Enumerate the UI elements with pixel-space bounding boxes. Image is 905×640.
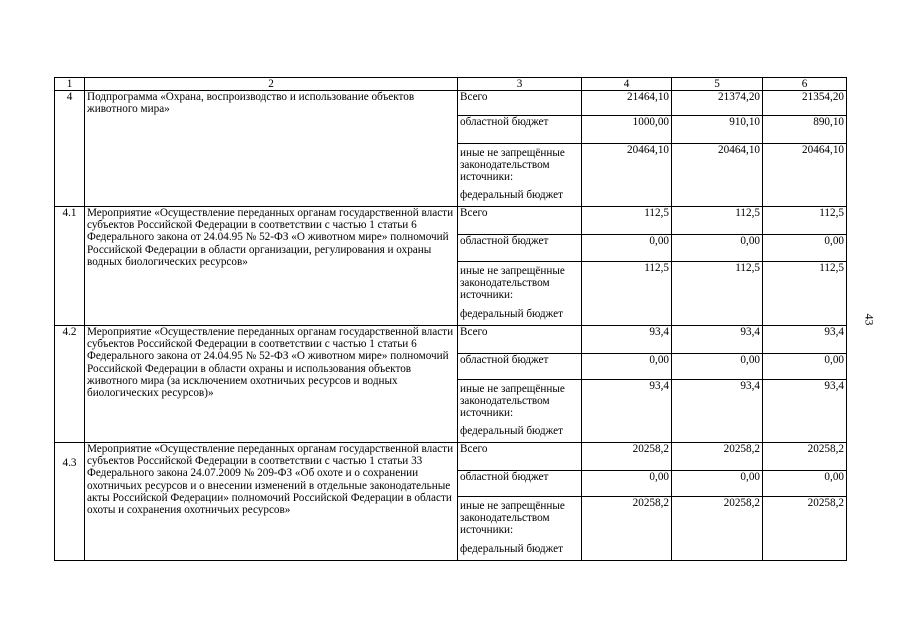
value-cell: 112,5 (763, 262, 847, 326)
value-cell: 20464,10 (582, 144, 672, 207)
column-header: 3 (458, 78, 582, 91)
budget-table (54, 77, 847, 561)
source-label: иные не запрещённые законодательством источники: (458, 262, 582, 308)
source-label: федеральный бюджет (458, 543, 582, 561)
value-cell: 20258,2 (582, 497, 672, 561)
row-description: Подпрограмма «Охрана, воспроизводство и использование объектов животного мира» (85, 91, 458, 207)
value-cell: 93,4 (672, 380, 763, 443)
source-label: областной бюджет (458, 116, 582, 144)
row-number: 4.3 (55, 443, 85, 561)
value-cell: 20258,2 (672, 497, 763, 561)
value-cell: 0,00 (763, 354, 847, 380)
value-cell: 0,00 (582, 471, 672, 497)
value-cell: 112,5 (672, 207, 763, 235)
value-cell: 112,5 (672, 262, 763, 326)
source-label: федеральный бюджет (458, 189, 582, 207)
value-cell: 20258,2 (582, 443, 672, 471)
value-cell: 20464,10 (763, 144, 847, 207)
value-cell: 910,10 (672, 116, 763, 144)
table-row (55, 443, 847, 471)
value-cell: 93,4 (763, 380, 847, 443)
value-cell: 20464,10 (672, 144, 763, 207)
value-cell: 0,00 (763, 235, 847, 262)
source-label: областной бюджет (458, 235, 582, 262)
value-cell: 93,4 (582, 380, 672, 443)
source-label: Всего (458, 443, 582, 471)
value-cell: 112,5 (763, 207, 847, 235)
source-label: областной бюджет (458, 471, 582, 497)
value-cell: 0,00 (582, 354, 672, 380)
value-cell: 0,00 (763, 471, 847, 497)
source-label: Всего (458, 326, 582, 354)
page-number: 43 (862, 313, 877, 326)
row-description: Мероприятие «Осуществление переданных органам государственной власти субъектов Российской Федерации в соответствии с частью 1 статьи 6 Федерального закона от 24.04.95 № 52-ФЗ «О животном мире» полномочий Российской Федерации в области организации, регулирования и охраны водных биологических ресурсов» (85, 207, 458, 326)
column-number-row (55, 78, 847, 91)
source-label: федеральный бюджет (458, 425, 582, 443)
table-row (55, 207, 847, 235)
value-cell: 21354,20 (763, 91, 847, 116)
table-row (55, 91, 847, 116)
row-description: Мероприятие «Осуществление переданных органам государственной власти субъектов Российской Федерации в соответствии с частью 1 статьи 6 Федерального закона от 24.04.95 № 52-ФЗ «О животном мире» полномочий Российской Федерации в области охраны и использования объектов животного мира (за исключением охотничьих ресурсов и водных биологических ресурсов)» (85, 326, 458, 443)
row-number: 4 (55, 91, 85, 207)
value-cell: 21374,20 (672, 91, 763, 116)
source-label: иные не запрещённые законодательством источники: (458, 144, 582, 189)
value-cell: 20258,2 (672, 443, 763, 471)
row-number: 4.1 (55, 207, 85, 326)
source-label: иные не запрещённые законодательством источники: (458, 497, 582, 543)
value-cell: 112,5 (582, 262, 672, 326)
source-label: иные не запрещённые законодательством источники: (458, 380, 582, 425)
source-label: федеральный бюджет (458, 308, 582, 326)
value-cell: 20258,2 (763, 443, 847, 471)
column-header: 2 (85, 78, 458, 91)
value-cell: 93,4 (763, 326, 847, 354)
row-description: Мероприятие «Осуществление переданных органам государственной власти субъектов Российской Федерации в соответствии с частью 1 статьи 33 Федерального закона 24.07.2009 № 209-ФЗ «Об охоте и о сохранении охотничьих ресурсов и о внесении изменений в отдельные законодательные акты Российской Федерации» полномочий Российской Федерации в области охоты и сохранения охотничьих ресурсов» (85, 443, 458, 561)
column-header: 5 (672, 78, 763, 91)
column-header: 4 (582, 78, 672, 91)
value-cell: 93,4 (672, 326, 763, 354)
table-row (55, 326, 847, 354)
source-label: Всего (458, 207, 582, 235)
value-cell: 0,00 (582, 235, 672, 262)
value-cell: 0,00 (672, 354, 763, 380)
source-label: областной бюджет (458, 354, 582, 380)
value-cell: 1000,00 (582, 116, 672, 144)
value-cell: 890,10 (763, 116, 847, 144)
source-label: Всего (458, 91, 582, 116)
value-cell: 0,00 (672, 471, 763, 497)
value-cell: 93,4 (582, 326, 672, 354)
column-header: 6 (763, 78, 847, 91)
value-cell: 0,00 (672, 235, 763, 262)
value-cell: 20258,2 (763, 497, 847, 561)
value-cell: 112,5 (582, 207, 672, 235)
value-cell: 21464,10 (582, 91, 672, 116)
column-header: 1 (55, 78, 85, 91)
row-number: 4.2 (55, 326, 85, 443)
